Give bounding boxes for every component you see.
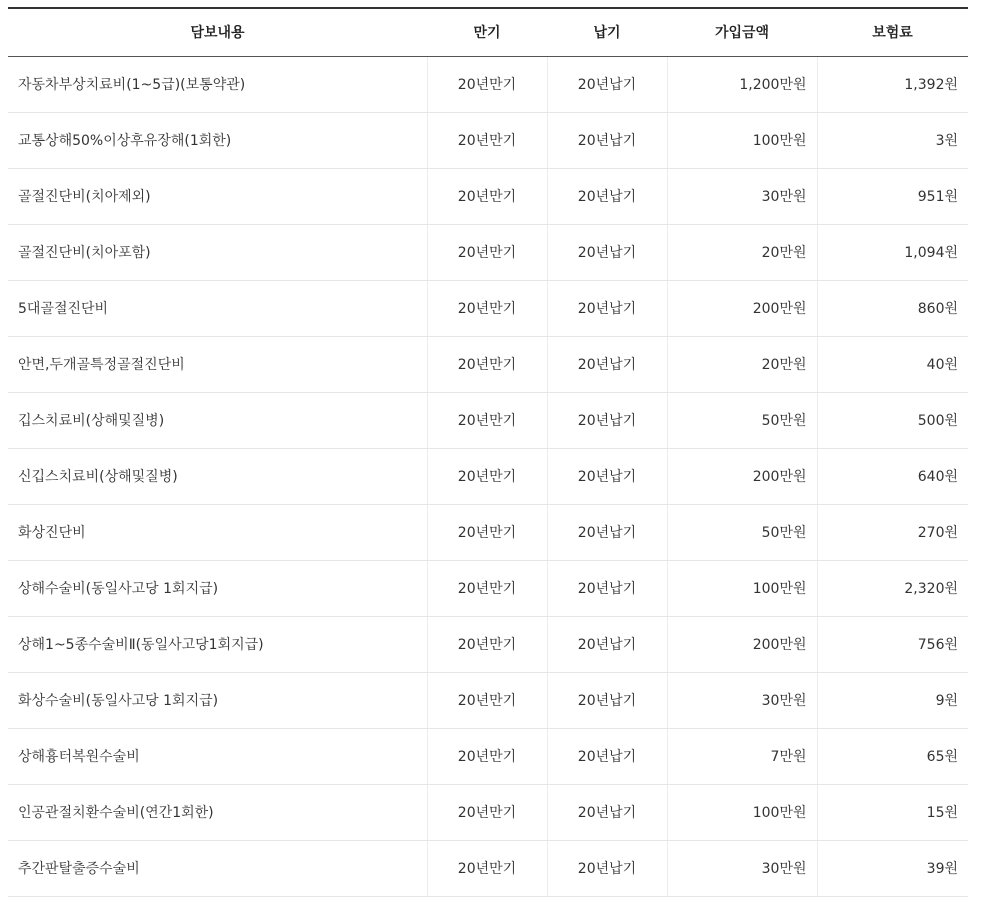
cell-premium: 500원 bbox=[817, 392, 968, 448]
cell-term: 20년만기 bbox=[427, 840, 547, 896]
cell-term: 20년만기 bbox=[427, 224, 547, 280]
header-premium: 보험료 bbox=[817, 8, 968, 56]
cell-term: 20년만기 bbox=[427, 112, 547, 168]
table-header bbox=[8, 8, 968, 56]
header-amount: 가입금액 bbox=[667, 8, 817, 56]
cell-premium: 39원 bbox=[817, 840, 968, 896]
coverage-table-container bbox=[8, 7, 968, 897]
cell-payment: 20년납기 bbox=[547, 168, 667, 224]
cell-coverage: 상해수술비(동일사고당 1회지급) bbox=[8, 560, 427, 616]
cell-amount: 1,200만원 bbox=[667, 56, 817, 112]
table-row bbox=[8, 168, 968, 224]
cell-premium: 756원 bbox=[817, 616, 968, 672]
cell-coverage: 골절진단비(치아포함) bbox=[8, 224, 427, 280]
cell-payment: 20년납기 bbox=[547, 504, 667, 560]
cell-payment: 20년납기 bbox=[547, 616, 667, 672]
cell-term: 20년만기 bbox=[427, 168, 547, 224]
cell-premium: 15원 bbox=[817, 784, 968, 840]
table-row bbox=[8, 504, 968, 560]
cell-payment: 20년납기 bbox=[547, 560, 667, 616]
cell-payment: 20년납기 bbox=[547, 728, 667, 784]
table-row bbox=[8, 336, 968, 392]
cell-term: 20년만기 bbox=[427, 280, 547, 336]
cell-premium: 640원 bbox=[817, 448, 968, 504]
cell-coverage: 안면,두개골특정골절진단비 bbox=[8, 336, 427, 392]
cell-coverage: 화상진단비 bbox=[8, 504, 427, 560]
cell-term: 20년만기 bbox=[427, 672, 547, 728]
cell-amount: 100만원 bbox=[667, 112, 817, 168]
cell-amount: 200만원 bbox=[667, 616, 817, 672]
cell-amount: 200만원 bbox=[667, 448, 817, 504]
cell-coverage: 자동차부상치료비(1~5급)(보통약관) bbox=[8, 56, 427, 112]
table-row bbox=[8, 784, 968, 840]
cell-payment: 20년납기 bbox=[547, 280, 667, 336]
cell-coverage: 화상수술비(동일사고당 1회지급) bbox=[8, 672, 427, 728]
cell-amount: 30만원 bbox=[667, 672, 817, 728]
cell-payment: 20년납기 bbox=[547, 56, 667, 112]
cell-coverage: 신깁스치료비(상해및질병) bbox=[8, 448, 427, 504]
table-header-row bbox=[8, 8, 968, 56]
cell-term: 20년만기 bbox=[427, 784, 547, 840]
cell-premium: 1,392원 bbox=[817, 56, 968, 112]
cell-term: 20년만기 bbox=[427, 560, 547, 616]
cell-coverage: 5대골절진단비 bbox=[8, 280, 427, 336]
cell-amount: 7만원 bbox=[667, 728, 817, 784]
table-row bbox=[8, 672, 968, 728]
cell-payment: 20년납기 bbox=[547, 224, 667, 280]
cell-amount: 20만원 bbox=[667, 336, 817, 392]
cell-term: 20년만기 bbox=[427, 616, 547, 672]
cell-premium: 951원 bbox=[817, 168, 968, 224]
table-row bbox=[8, 560, 968, 616]
cell-coverage: 교통상해50%이상후유장해(1회한) bbox=[8, 112, 427, 168]
cell-premium: 2,320원 bbox=[817, 560, 968, 616]
cell-payment: 20년납기 bbox=[547, 448, 667, 504]
cell-premium: 3원 bbox=[817, 112, 968, 168]
cell-premium: 860원 bbox=[817, 280, 968, 336]
cell-term: 20년만기 bbox=[427, 392, 547, 448]
cell-premium: 40원 bbox=[817, 336, 968, 392]
cell-coverage: 골절진단비(치아제외) bbox=[8, 168, 427, 224]
cell-amount: 100만원 bbox=[667, 784, 817, 840]
header-coverage: 담보내용 bbox=[8, 8, 427, 56]
cell-amount: 100만원 bbox=[667, 560, 817, 616]
cell-coverage: 깁스치료비(상해및질병) bbox=[8, 392, 427, 448]
cell-payment: 20년납기 bbox=[547, 392, 667, 448]
table-row bbox=[8, 56, 968, 112]
header-term: 만기 bbox=[427, 8, 547, 56]
cell-amount: 30만원 bbox=[667, 168, 817, 224]
table-row bbox=[8, 616, 968, 672]
cell-payment: 20년납기 bbox=[547, 336, 667, 392]
cell-term: 20년만기 bbox=[427, 336, 547, 392]
table-row bbox=[8, 392, 968, 448]
cell-amount: 50만원 bbox=[667, 504, 817, 560]
cell-payment: 20년납기 bbox=[547, 112, 667, 168]
table-row bbox=[8, 224, 968, 280]
cell-premium: 1,094원 bbox=[817, 224, 968, 280]
cell-payment: 20년납기 bbox=[547, 672, 667, 728]
cell-premium: 9원 bbox=[817, 672, 968, 728]
cell-term: 20년만기 bbox=[427, 728, 547, 784]
cell-amount: 50만원 bbox=[667, 392, 817, 448]
cell-payment: 20년납기 bbox=[547, 784, 667, 840]
cell-term: 20년만기 bbox=[427, 504, 547, 560]
coverage-table bbox=[8, 7, 968, 897]
table-row bbox=[8, 448, 968, 504]
cell-payment: 20년납기 bbox=[547, 840, 667, 896]
cell-amount: 200만원 bbox=[667, 280, 817, 336]
cell-term: 20년만기 bbox=[427, 448, 547, 504]
table-row bbox=[8, 728, 968, 784]
cell-premium: 65원 bbox=[817, 728, 968, 784]
cell-premium: 270원 bbox=[817, 504, 968, 560]
table-body bbox=[8, 56, 968, 896]
cell-amount: 30만원 bbox=[667, 840, 817, 896]
table-row bbox=[8, 112, 968, 168]
cell-coverage: 인공관절치환수술비(연간1회한) bbox=[8, 784, 427, 840]
table-row bbox=[8, 280, 968, 336]
cell-coverage: 추간판탈출증수술비 bbox=[8, 840, 427, 896]
header-payment: 납기 bbox=[547, 8, 667, 56]
cell-coverage: 상해1~5종수술비Ⅱ(동일사고당1회지급) bbox=[8, 616, 427, 672]
cell-amount: 20만원 bbox=[667, 224, 817, 280]
cell-coverage: 상해흉터복원수술비 bbox=[8, 728, 427, 784]
cell-term: 20년만기 bbox=[427, 56, 547, 112]
table-row bbox=[8, 840, 968, 896]
